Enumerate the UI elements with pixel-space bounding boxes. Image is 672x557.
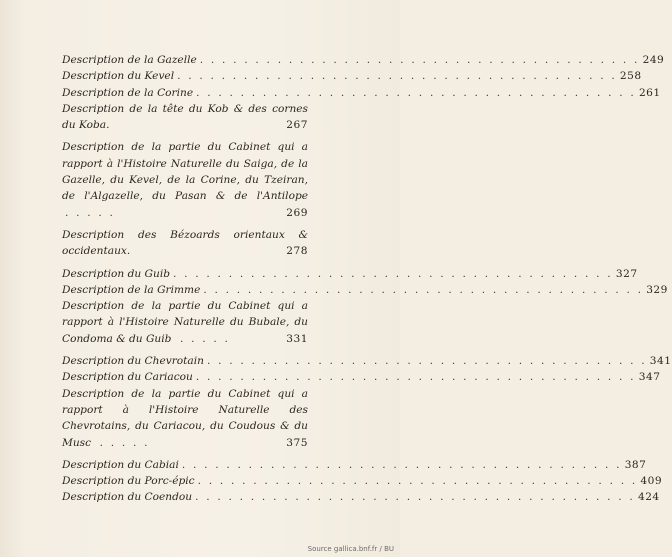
toc-page-number: 409: [640, 475, 663, 488]
toc-entry: [62, 457, 647, 473]
toc-entry-title: Description des Bézoards orientaux & occidentaux.: [62, 228, 308, 258]
toc-entry: [62, 386, 308, 451]
toc-entry: [62, 266, 638, 282]
toc-entry-title: Description du Coendou: [62, 491, 193, 504]
toc-entry-title: Description du Chevrotain: [62, 355, 204, 368]
toc-page-number: 278: [286, 245, 308, 258]
dot-leader: . . . . .: [174, 332, 231, 345]
toc-entry: [62, 369, 661, 385]
dot-leader: . . . . . . . . . . . . . . . . . . . . . . . . . . . . . . . . . . . . . . . .: [197, 475, 638, 488]
toc-page-number: 387: [624, 458, 647, 471]
toc-page-number: 269: [286, 206, 308, 219]
toc-entry-title: Description de la partie du Cabinet qui a rapport à l'Histoire Naturelle du Saiga, de la Gazelle, du Kevel, de la Corine, du Tzeiran, de l'Algazelle, du Pasan & de l'Antilope: [62, 141, 308, 203]
toc-entry-title: Description de la Gazelle: [62, 54, 197, 66]
toc-page-number: 261: [638, 86, 661, 99]
dot-leader: . . . . . . . . . . . . . . . . . . . . . . . . . . . . . . . . . . . . . . . .: [203, 283, 644, 296]
toc-page-number: 375: [286, 436, 308, 449]
dot-leader: . . . . . . . . . . . . . . . . . . . . . . . . . . . . . . . . . . . . . . . .: [195, 491, 635, 504]
toc-page-number: 327: [615, 267, 638, 280]
toc-page-number: 424: [637, 491, 660, 504]
toc-entry: [62, 52, 665, 68]
dot-leader: . . . . .: [94, 436, 150, 449]
toc-page-number: 331: [286, 332, 308, 345]
toc-entry: [62, 489, 660, 505]
toc-entry-title: Description de la Corine: [62, 86, 194, 99]
toc-entry: [62, 353, 672, 369]
toc-page-number: 258: [619, 70, 642, 83]
dot-leader: . . . . . . . . . . . . . . . . . . . . . . . . . . . . . . . . . . . . . . . .: [196, 86, 636, 99]
toc-entry: [62, 282, 668, 298]
toc-page-number: 341: [649, 355, 672, 368]
source-credit: Source gallica.bnf.fr / BU: [307, 545, 394, 553]
toc-entry: [62, 227, 308, 260]
toc-entry-title: Description du Cabiai: [62, 458, 179, 471]
toc-page-number: 329: [646, 283, 668, 296]
toc-entry: [62, 298, 308, 347]
toc-entry: [62, 101, 308, 134]
dot-leader: . . . . . . . . . . . . . . . . . . . . . . . . . . . . . . . . . . . . . . . .: [177, 70, 617, 83]
dot-leader: . . . . . . . . . . . . . . . . . . . . . . . . . . . . . . . . . . . . . . . .: [173, 267, 613, 280]
toc-entry-title: Description du Porc-épic: [62, 475, 195, 488]
dot-leader: . . . . .: [65, 206, 116, 219]
toc-entry: [62, 85, 661, 101]
dot-leader: . . . . . . . . . . . . . . . . . . . . . . . . . . . . . . . . . . . . . . . .: [181, 458, 622, 471]
toc-entry-title: Description de la partie du Cabinet qui a rapport à l'Histoire Naturelle du Bubale, du Condoma & du Guib: [62, 300, 308, 345]
toc-entry-title: Description de la tête du Kob & des cornes du Koba.: [62, 102, 308, 132]
toc-entry: [62, 139, 308, 220]
dot-leader: . . . . . . . . . . . . . . . . . . . . . . . . . . . . . . . . . . . . . . . .: [206, 355, 647, 368]
toc-entry-title: Description du Guib: [62, 267, 171, 280]
table-of-contents: [62, 52, 672, 506]
toc-entry-title: Description de la partie du Cabinet qui a rapport à l'Histoire Naturelle des Chevrotains, du Cariacou, du Coudous & du Musc: [62, 387, 308, 449]
toc-entry: [62, 473, 663, 489]
dot-leader: . . . . . . . . . . . . . . . . . . . . . . . . . . . . . . . . . . . . . . . .: [199, 54, 640, 66]
toc-entry-title: Description de la Grimme: [62, 283, 201, 296]
toc-page-number: 347: [638, 371, 661, 384]
toc-entry-title: Description du Cariacou: [62, 371, 193, 384]
toc-page-number: 267: [286, 119, 308, 132]
dot-leader: . . . . . . . . . . . . . . . . . . . . . . . . . . . . . . . . . . . . . . . .: [195, 371, 636, 384]
toc-entry-title: Description du Kevel: [62, 70, 175, 83]
toc-entry: [62, 68, 642, 84]
toc-page-number: 249: [642, 54, 665, 66]
